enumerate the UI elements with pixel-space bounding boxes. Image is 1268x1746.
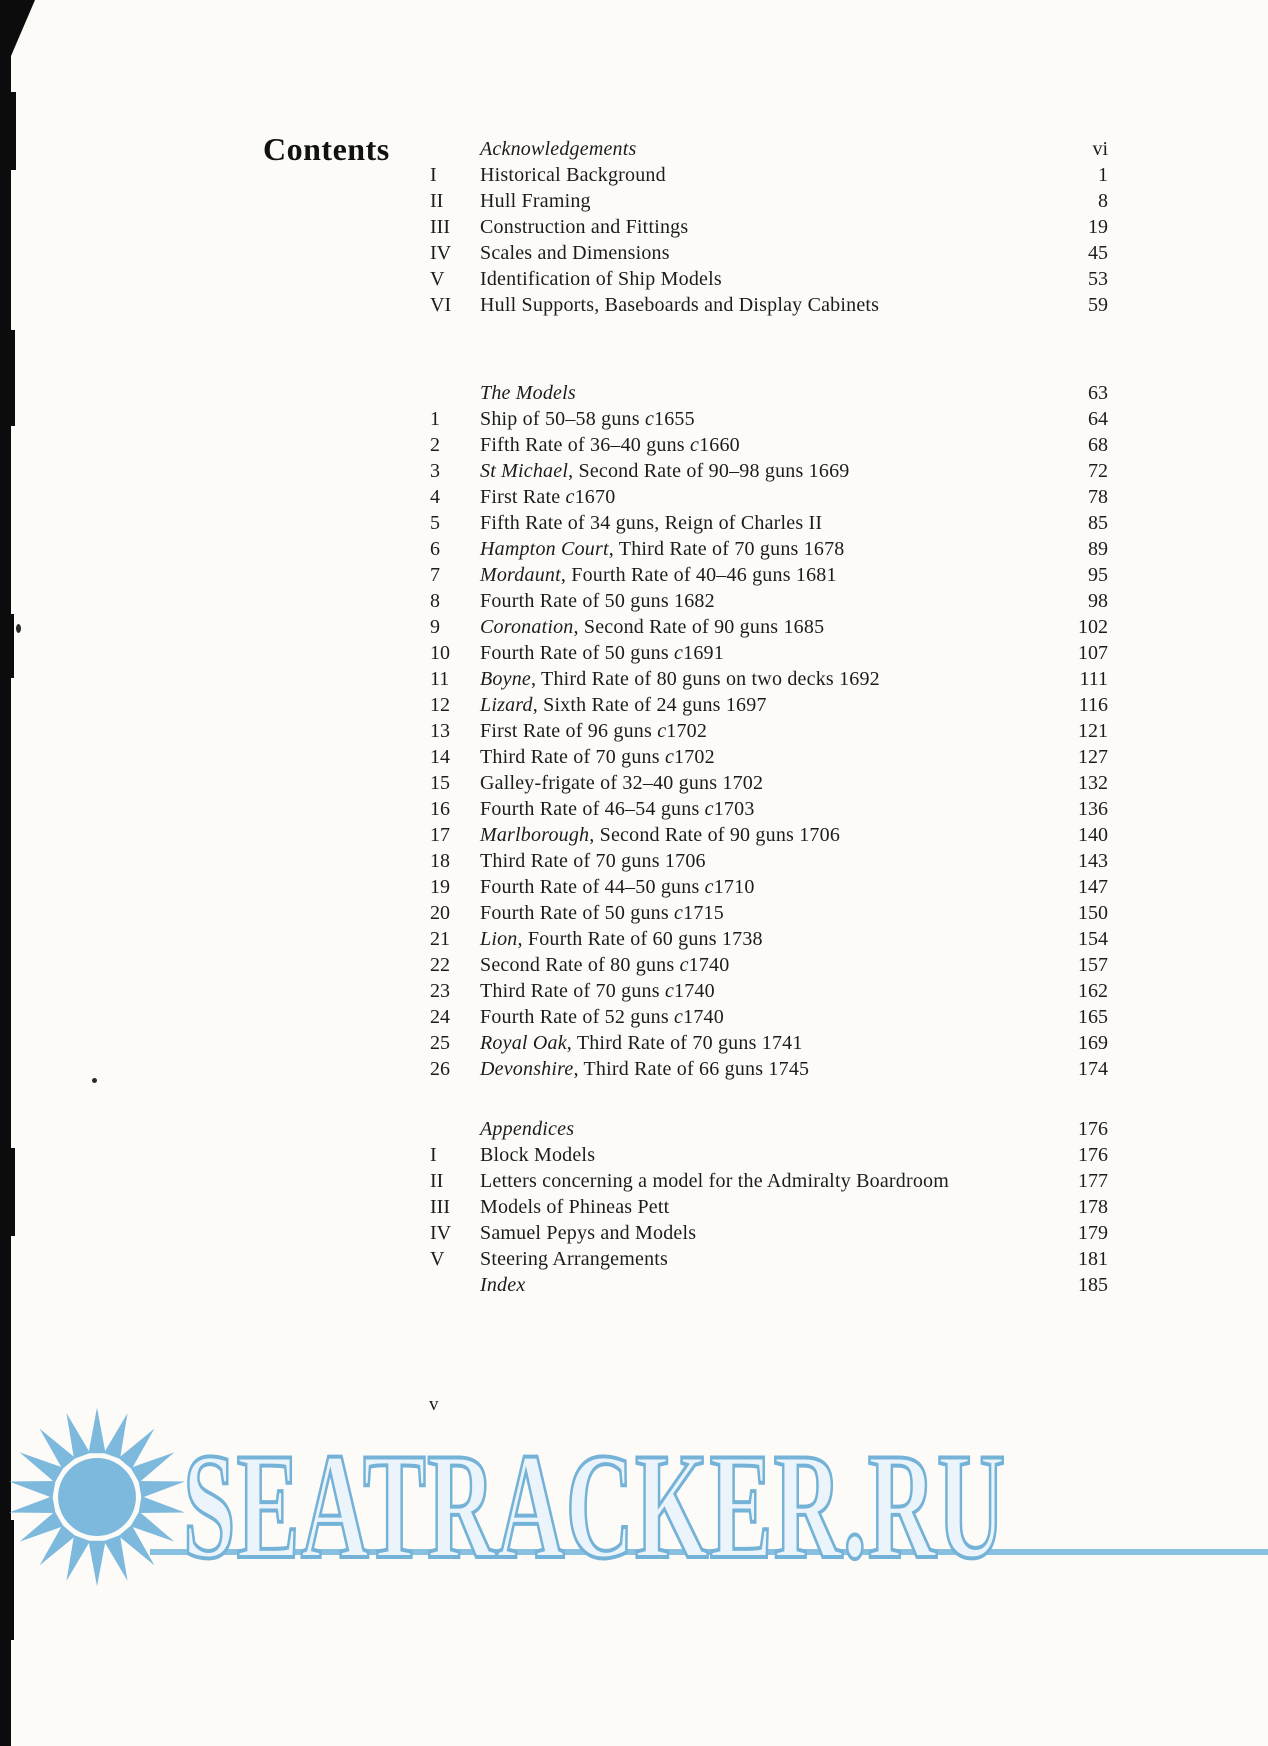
toc-entry-number: 13 (430, 720, 450, 742)
toc-entry-number: III (430, 1196, 450, 1218)
toc-entry-title: Fourth Rate of 46–54 guns c1703 (480, 798, 755, 820)
toc-entry-number: II (430, 190, 444, 212)
toc-entry-title: Samuel Pepys and Models (480, 1222, 697, 1244)
toc-entry-number: 14 (430, 746, 450, 768)
toc-entry-page: 53 (1088, 268, 1108, 290)
toc-entry-title: Construction and Fittings (480, 216, 689, 238)
toc-entry-title: Identification of Ship Models (480, 268, 722, 290)
toc-entry-page: 178 (1078, 1196, 1108, 1218)
toc-entry-number: 24 (430, 1006, 450, 1028)
toc-row (430, 510, 1108, 536)
toc-entry-page: 68 (1088, 434, 1108, 456)
toc-entry-number: 17 (430, 824, 450, 846)
toc-row (430, 136, 1108, 162)
toc-entry-page: 176 (1078, 1118, 1108, 1140)
toc-row (430, 266, 1108, 292)
toc-row (430, 1246, 1108, 1272)
toc-entry-title: Second Rate of 80 guns c1740 (480, 954, 730, 976)
toc-entry-number: 12 (430, 694, 450, 716)
toc-entry-page: 85 (1088, 512, 1108, 534)
toc-entry-page: 121 (1078, 720, 1108, 742)
toc-row (430, 1194, 1108, 1220)
toc-row (430, 1116, 1108, 1142)
toc-entry-page: 165 (1078, 1006, 1108, 1028)
toc-entry-title: Scales and Dimensions (480, 242, 670, 264)
toc-section-models (430, 380, 1108, 1082)
toc-entry-page: 169 (1078, 1032, 1108, 1054)
toc-entry-title: Fourth Rate of 44–50 guns c1710 (480, 876, 755, 898)
toc-entry-number: 10 (430, 642, 450, 664)
toc-row (430, 952, 1108, 978)
toc-section-front (430, 136, 1108, 318)
toc-entry-number: VI (430, 294, 452, 316)
toc-entry-title: Hull Supports, Baseboards and Display Cabinets (480, 294, 880, 316)
toc-entry-number: 21 (430, 928, 450, 950)
toc-entry-title: Galley-frigate of 32–40 guns 1702 (480, 772, 764, 794)
toc-entry-page: 111 (1079, 668, 1108, 690)
toc-row (430, 588, 1108, 614)
toc-row (430, 1030, 1108, 1056)
toc-entry-number: 1 (430, 408, 440, 430)
watermark-text: SEATRACKER.RU (183, 1422, 1007, 1590)
toc-row (430, 1142, 1108, 1168)
toc-entry-page: 78 (1088, 486, 1108, 508)
toc-entry-number: IV (430, 1222, 452, 1244)
toc-row (430, 214, 1108, 240)
toc-entry-title: Royal Oak, Third Rate of 70 guns 1741 (480, 1032, 803, 1054)
toc-entry-title: Lizard, Sixth Rate of 24 guns 1697 (480, 694, 767, 716)
toc-entry-page: 154 (1078, 928, 1108, 950)
toc-entry-number: 22 (430, 954, 450, 976)
toc-entry-title: The Models (480, 382, 576, 404)
toc-row (430, 484, 1108, 510)
scan-edge-bump (0, 1148, 15, 1236)
toc-entry-page: 127 (1078, 746, 1108, 768)
toc-entry-page: 102 (1078, 616, 1108, 638)
toc-entry-number: III (430, 216, 450, 238)
toc-entry-title: Fifth Rate of 34 guns, Reign of Charles II (480, 512, 823, 534)
toc-entry-number: 23 (430, 980, 450, 1002)
toc-entry-page: 181 (1078, 1248, 1108, 1270)
toc (430, 136, 1108, 1298)
ink-speck (92, 1078, 97, 1083)
toc-entry-page: 63 (1088, 382, 1108, 404)
toc-entry-page: 98 (1088, 590, 1108, 612)
page-folio: v (429, 1394, 439, 1415)
toc-entry-page: 147 (1078, 876, 1108, 898)
toc-entry-page: 157 (1078, 954, 1108, 976)
toc-entry-title: First Rate c1670 (480, 486, 616, 508)
toc-entry-title: Hull Framing (480, 190, 591, 212)
toc-entry-number: 9 (430, 616, 440, 638)
toc-entry-number: I (430, 1144, 437, 1166)
toc-entry-page: 72 (1088, 460, 1108, 482)
toc-entry-number: II (430, 1170, 444, 1192)
toc-entry-title: Lion, Fourth Rate of 60 guns 1738 (480, 928, 763, 950)
toc-entry-page: 179 (1078, 1222, 1108, 1244)
toc-entry-number: 25 (430, 1032, 450, 1054)
toc-entry-page: 150 (1078, 902, 1108, 924)
toc-entry-page: 107 (1078, 642, 1108, 664)
toc-row (430, 562, 1108, 588)
toc-entry-page: 8 (1098, 190, 1108, 212)
toc-entry-page: 176 (1078, 1144, 1108, 1166)
toc-entry-title: Marlborough, Second Rate of 90 guns 1706 (480, 824, 841, 846)
toc-row (430, 380, 1108, 406)
toc-entry-title: Models of Phineas Pett (480, 1196, 670, 1218)
toc-entry-title: Letters concerning a model for the Admiralty Boardroom (480, 1170, 949, 1192)
toc-row (430, 770, 1108, 796)
toc-entry-title: Devonshire, Third Rate of 66 guns 1745 (480, 1058, 810, 1080)
toc-entry-page: 174 (1078, 1058, 1108, 1080)
toc-entry-number: 7 (430, 564, 440, 586)
toc-row (430, 1004, 1108, 1030)
toc-entry-page: 132 (1078, 772, 1108, 794)
toc-entry-number: 18 (430, 850, 450, 872)
toc-row (430, 1056, 1108, 1082)
toc-entry-number: 26 (430, 1058, 450, 1080)
page-title: Contents (263, 131, 390, 167)
toc-entry-page: 45 (1088, 242, 1108, 264)
sun-icon (2, 1402, 192, 1592)
toc-row (430, 406, 1108, 432)
toc-entry-page: 185 (1078, 1274, 1108, 1296)
toc-entry-title: Third Rate of 70 guns c1702 (480, 746, 715, 768)
toc-entry-number: 5 (430, 512, 440, 534)
toc-entry-title: Third Rate of 70 guns 1706 (480, 850, 706, 872)
toc-entry-title: Fourth Rate of 50 guns 1682 (480, 590, 715, 612)
toc-entry-page: 1 (1098, 164, 1108, 186)
toc-entry-number: V (430, 1248, 445, 1270)
toc-row (430, 874, 1108, 900)
toc-entry-number: 3 (430, 460, 440, 482)
toc-row (430, 666, 1108, 692)
toc-entry-page: 19 (1088, 216, 1108, 238)
toc-row (430, 188, 1108, 214)
scan-edge-bump (0, 92, 16, 170)
toc-entry-title: Fourth Rate of 50 guns c1715 (480, 902, 724, 924)
toc-entry-page: 116 (1078, 694, 1108, 716)
toc-entry-number: 19 (430, 876, 450, 898)
toc-row (430, 162, 1108, 188)
toc-entry-title: Ship of 50–58 guns c1655 (480, 408, 695, 430)
toc-entry-page: 59 (1088, 294, 1108, 316)
scan-edge-bump (0, 614, 14, 678)
toc-row (430, 744, 1108, 770)
toc-entry-page: 64 (1088, 408, 1108, 430)
toc-row (430, 240, 1108, 266)
toc-entry-page: 95 (1088, 564, 1108, 586)
toc-row (430, 978, 1108, 1004)
toc-entry-title: Fifth Rate of 36–40 guns c1660 (480, 434, 740, 456)
toc-entry-title: Acknowledgements (480, 138, 637, 160)
toc-entry-title: Hampton Court, Third Rate of 70 guns 1678 (480, 538, 845, 560)
toc-entry-page: vi (1092, 138, 1108, 160)
toc-entry-title: Index (480, 1274, 526, 1296)
toc-entry-title: Coronation, Second Rate of 90 guns 1685 (480, 616, 825, 638)
toc-row (430, 848, 1108, 874)
toc-entry-page: 136 (1078, 798, 1108, 820)
toc-entry-title: First Rate of 96 guns c1702 (480, 720, 708, 742)
toc-entry-number: 6 (430, 538, 440, 560)
toc-entry-number: I (430, 164, 437, 186)
toc-row (430, 432, 1108, 458)
toc-entry-title: Block Models (480, 1144, 596, 1166)
toc-entry-title: Appendices (480, 1118, 575, 1140)
toc-entry-title: Boyne, Third Rate of 80 guns on two decks 1692 (480, 668, 880, 690)
toc-entry-page: 177 (1078, 1170, 1108, 1192)
toc-entry-number: 8 (430, 590, 440, 612)
toc-row (430, 536, 1108, 562)
toc-entry-title: Third Rate of 70 guns c1740 (480, 980, 715, 1002)
toc-entry-title: Fourth Rate of 52 guns c1740 (480, 1006, 724, 1028)
toc-row (430, 1220, 1108, 1246)
toc-entry-title: Historical Background (480, 164, 666, 186)
toc-entry-title: St Michael, Second Rate of 90–98 guns 1669 (480, 460, 850, 482)
toc-entry-number: 4 (430, 486, 440, 508)
toc-row (430, 796, 1108, 822)
toc-entry-title: Fourth Rate of 50 guns c1691 (480, 642, 724, 664)
ink-speck (16, 624, 21, 633)
toc-entry-number: 16 (430, 798, 450, 820)
toc-entry-number: 2 (430, 434, 440, 456)
toc-entry-number: V (430, 268, 445, 290)
scan-edge-bump (0, 330, 15, 426)
toc-entry-page: 162 (1078, 980, 1108, 1002)
toc-row (430, 822, 1108, 848)
toc-entry-number: 20 (430, 902, 450, 924)
toc-entry-title: Mordaunt, Fourth Rate of 40–46 guns 1681 (480, 564, 837, 586)
toc-entry-number: IV (430, 242, 452, 264)
scan-corner-mark (11, 0, 35, 56)
toc-row (430, 614, 1108, 640)
toc-entry-number: 11 (430, 668, 450, 690)
toc-entry-page: 89 (1088, 538, 1108, 560)
toc-entry-number: 15 (430, 772, 450, 794)
toc-row (430, 458, 1108, 484)
toc-row (430, 1168, 1108, 1194)
toc-row (430, 640, 1108, 666)
toc-section-appendices (430, 1116, 1108, 1298)
toc-entry-page: 143 (1078, 850, 1108, 872)
toc-entry-title: Steering Arrangements (480, 1248, 669, 1270)
toc-entry-page: 140 (1078, 824, 1108, 846)
toc-row (430, 292, 1108, 318)
toc-row (430, 1272, 1108, 1298)
toc-row (430, 900, 1108, 926)
toc-row (430, 926, 1108, 952)
toc-row (430, 692, 1108, 718)
toc-row (430, 718, 1108, 744)
